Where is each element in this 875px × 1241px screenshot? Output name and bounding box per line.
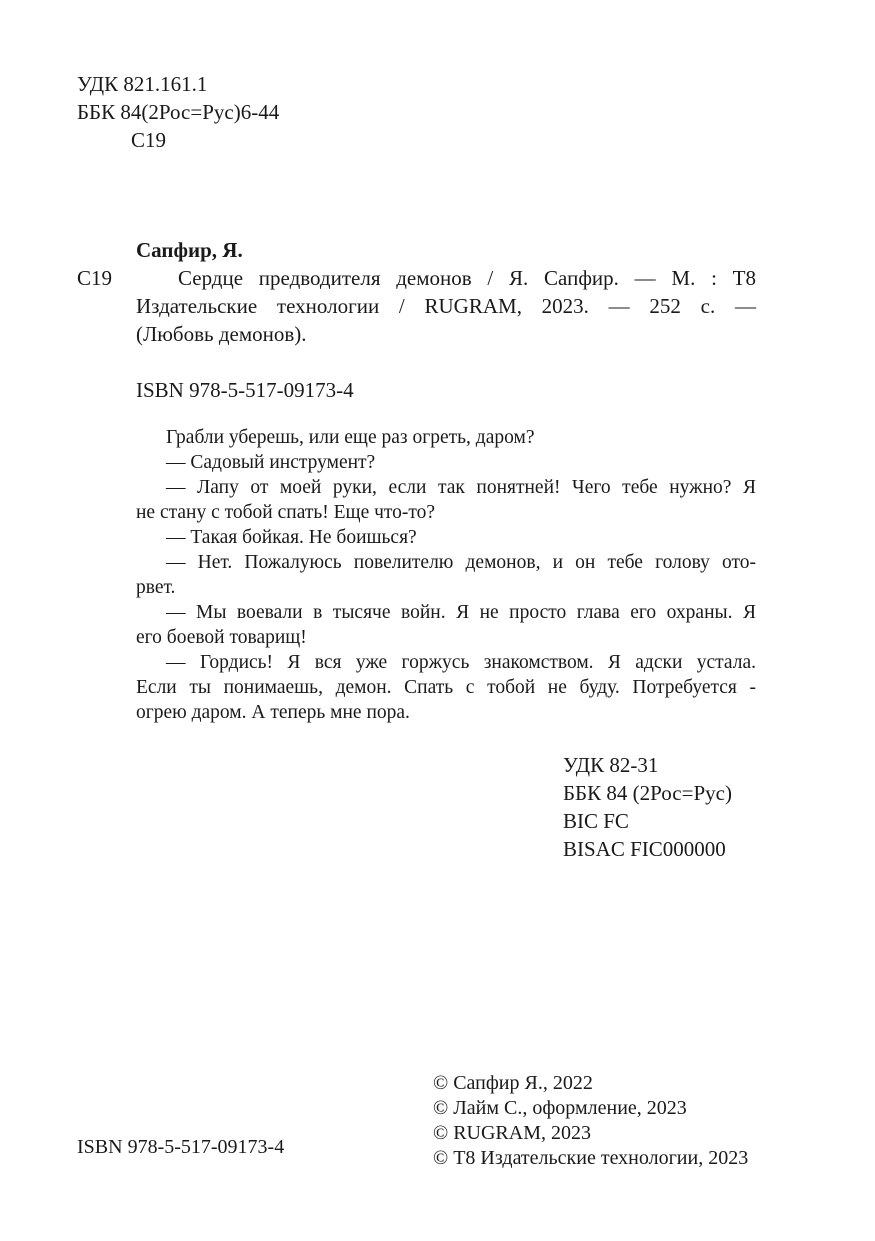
entry-description-line-1: Сердце предводителя демонов / Я. Сапфир. — М. : Т8 bbox=[178, 266, 756, 290]
annotation-line: Если ты понимаешь, демон. Спать с тобой не буду. Потребуется - bbox=[136, 677, 756, 698]
classification-bbk: ББК 84 (2Рос=Рус) bbox=[563, 781, 732, 805]
annotation-line: огрею даром. А теперь мне пора. bbox=[136, 702, 410, 723]
entry-description-line-3: (Любовь демонов). bbox=[136, 322, 307, 346]
annotation-line: Грабли уберешь, или еще раз огреть, даром? bbox=[166, 427, 535, 448]
annotation-line: рвет. bbox=[136, 577, 176, 598]
copyright-line: © Т8 Издательские технологии, 2023 bbox=[433, 1147, 749, 1169]
bbk-code-top: ББК 84(2Рос=Рус)6-44 bbox=[77, 100, 280, 124]
entry-author: Сапфир, Я. bbox=[136, 238, 243, 262]
entry-author-mark: С19 bbox=[77, 266, 113, 290]
annotation-line: — Гордись! Я вся уже горжусь знакомством. Я адски устала. bbox=[166, 652, 756, 673]
footer-isbn: ISBN 978-5-517-09173-4 bbox=[77, 1136, 285, 1158]
annotation-line: — Садовый инструмент? bbox=[166, 452, 376, 473]
copyright-line: © RUGRAM, 2023 bbox=[433, 1122, 591, 1144]
udk-code-top: УДК 821.161.1 bbox=[77, 72, 208, 96]
author-mark-top: С19 bbox=[131, 128, 167, 152]
copyright-line: © Сапфир Я., 2022 bbox=[433, 1072, 593, 1094]
classification-udk: УДК 82-31 bbox=[563, 753, 659, 777]
annotation-line: — Мы воевали в тысяче войн. Я не просто глава его охраны. Я bbox=[166, 602, 756, 623]
entry-description-line-2: Издательские технологии / RUGRAM, 2023. — 252 с. — bbox=[136, 294, 756, 318]
annotation-line: — Лапу от моей руки, если так понятней! Чего тебе нужно? Я bbox=[166, 477, 756, 498]
copyright-line: © Лайм С., оформление, 2023 bbox=[433, 1097, 687, 1119]
annotation-line: — Нет. Пожалуюсь повелителю демонов, и он тебе голову ото- bbox=[166, 552, 756, 573]
annotation-line: не стану с тобой спать! Еще что-то? bbox=[136, 502, 436, 523]
annotation-line: его боевой товарищ! bbox=[136, 627, 307, 648]
classification-bisac: BISAC FIC000000 bbox=[563, 837, 726, 861]
classification-bic: BIC FC bbox=[563, 809, 629, 833]
entry-isbn: ISBN 978-5-517-09173-4 bbox=[136, 378, 354, 402]
annotation-line: — Такая бойкая. Не боишься? bbox=[166, 527, 417, 548]
